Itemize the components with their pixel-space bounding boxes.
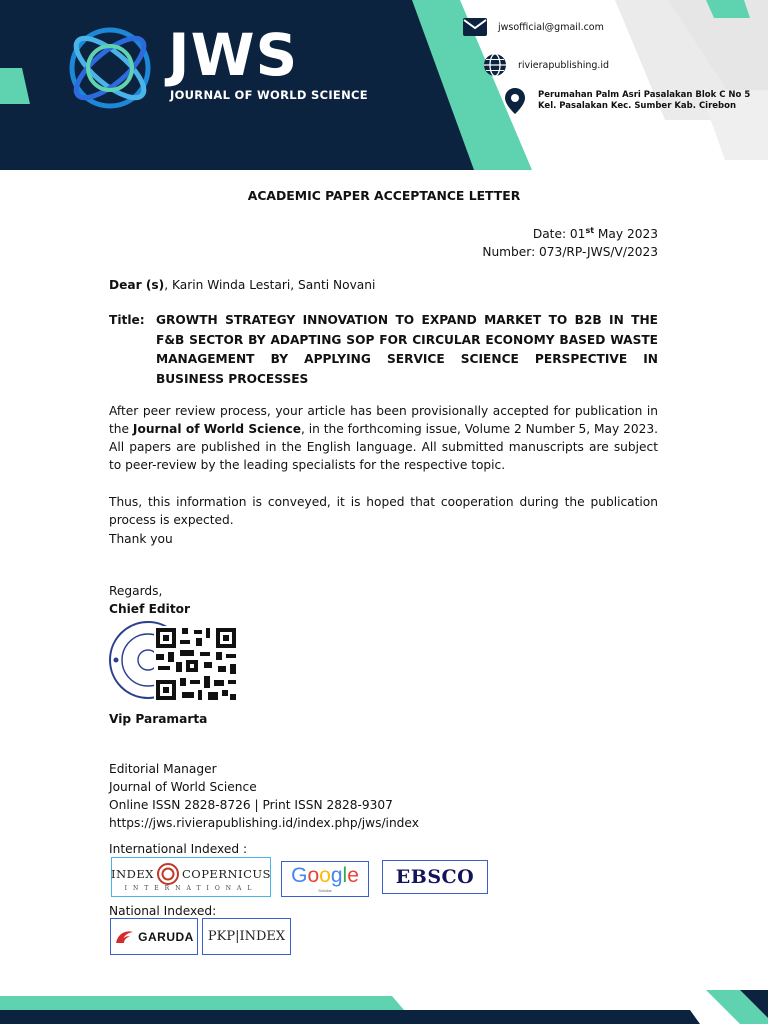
google-letter: o bbox=[307, 864, 320, 887]
para1-end: , in the forthcoming issue, Volume 2 Number 5, May 2023. All papers are published in the English language. All submitted manuscripts are subject to peer-review by the leading specialists for the respective topic. bbox=[109, 422, 658, 472]
journal-title: Journal of World Science bbox=[109, 780, 257, 794]
letter-meta bbox=[482, 222, 658, 261]
salutation-label: Dear (s) bbox=[109, 278, 165, 292]
google-letter: o bbox=[319, 864, 331, 887]
location-pin-icon bbox=[502, 88, 528, 114]
author-names: , Karin Winda Lestari, Santi Novani bbox=[164, 278, 376, 292]
title-label: Title: bbox=[109, 313, 145, 327]
website-text[interactable]: rivierapublishing.id bbox=[518, 59, 610, 71]
copernicus-logo-icon bbox=[157, 863, 179, 885]
paper-title: GROWTH STRATEGY INNOVATION TO EXPAND MARKET TO B2B IN THE F&B SECTOR BY ADAPTING SOP FOR CIRCULAR ECONOMY BASED WASTE MANAGEMENT BY APPLYING SERVICE SCIENCE PERSPECTIVE IN BUSINESS PROCESSES bbox=[156, 313, 658, 386]
google-letter: e bbox=[347, 864, 359, 887]
letter-date bbox=[482, 222, 658, 243]
garuda-badge[interactable] bbox=[110, 918, 198, 955]
journal-name: Journal of World Science bbox=[132, 422, 301, 436]
address-line-1: Perumahan Palm Asri Pasalakan Blok C No 5 bbox=[538, 90, 751, 100]
google-scholar-sub: Scholar bbox=[318, 888, 332, 893]
copernicus-word-a: INDEX bbox=[111, 866, 154, 881]
garuda-text: GARUDA bbox=[138, 929, 194, 944]
globe-icon bbox=[482, 52, 508, 78]
pkp-text: PKP|INDEX bbox=[207, 929, 286, 944]
address-text bbox=[538, 90, 750, 112]
copernicus-word-b: COPERNICUS bbox=[181, 866, 271, 881]
logo-subtitle: JOURNAL OF WORLD SCIENCE bbox=[170, 88, 368, 102]
signer-name: Vip Paramarta bbox=[109, 712, 208, 726]
email-text[interactable]: jwsofficial@gmail.com bbox=[498, 21, 604, 33]
international-indexed-label: International Indexed : bbox=[109, 842, 248, 856]
national-indexed-label: National Indexed: bbox=[109, 904, 217, 918]
garuda-logo-icon bbox=[114, 929, 134, 945]
index-copernicus-badge[interactable] bbox=[111, 857, 271, 897]
editorial-info bbox=[109, 760, 419, 832]
date-suffix: st bbox=[585, 226, 595, 235]
footer-banner bbox=[0, 990, 768, 1024]
journal-url[interactable]: https://jws.rivierapublishing.id/index.php/jws/index bbox=[109, 816, 419, 830]
contact-website bbox=[482, 52, 609, 78]
thank-you: Thank you bbox=[109, 532, 173, 546]
google-letter: g bbox=[330, 864, 343, 887]
google-letter: l bbox=[342, 864, 348, 887]
contact-address bbox=[502, 88, 750, 114]
contact-email bbox=[462, 14, 604, 40]
editorial-manager: Editorial Manager bbox=[109, 762, 217, 776]
google-scholar-badge[interactable] bbox=[281, 861, 369, 897]
ebsco-badge[interactable] bbox=[382, 860, 488, 894]
letter-number: Number: 073/RP-JWS/V/2023 bbox=[482, 245, 658, 260]
para1-start: After peer review process, your article has been provisionally accepted for publication in the bbox=[109, 404, 658, 436]
date-label: Date: 01 bbox=[532, 227, 586, 242]
address-line-2: Kel. Pasalakan Kec. Sumber Kab. Cirebon bbox=[538, 101, 737, 111]
mail-icon bbox=[462, 14, 488, 40]
chief-editor-label: Chief Editor bbox=[109, 602, 191, 616]
cooperation-paragraph: Thus, this information is conveyed, it is hoped that cooperation during the publication process is expected. bbox=[109, 495, 658, 527]
pkp-index-badge[interactable] bbox=[202, 918, 291, 955]
salutation bbox=[109, 276, 375, 294]
letter-heading: ACADEMIC PAPER ACCEPTANCE LETTER bbox=[247, 188, 521, 203]
qr-code bbox=[154, 626, 238, 702]
logo-wordmark: JWS bbox=[168, 21, 299, 89]
copernicus-sub: INTERNATIONAL bbox=[124, 884, 258, 892]
stamp-and-qr-code bbox=[108, 620, 243, 705]
ebsco-text: EBSCO bbox=[395, 866, 475, 888]
acceptance-paragraph bbox=[109, 402, 658, 474]
regards: Regards, bbox=[109, 584, 163, 598]
issn-line: Online ISSN 2828-8726 | Print ISSN 2828-9307 bbox=[109, 798, 393, 812]
google-letter: G bbox=[291, 864, 308, 887]
date-rest: May 2023 bbox=[594, 227, 658, 242]
